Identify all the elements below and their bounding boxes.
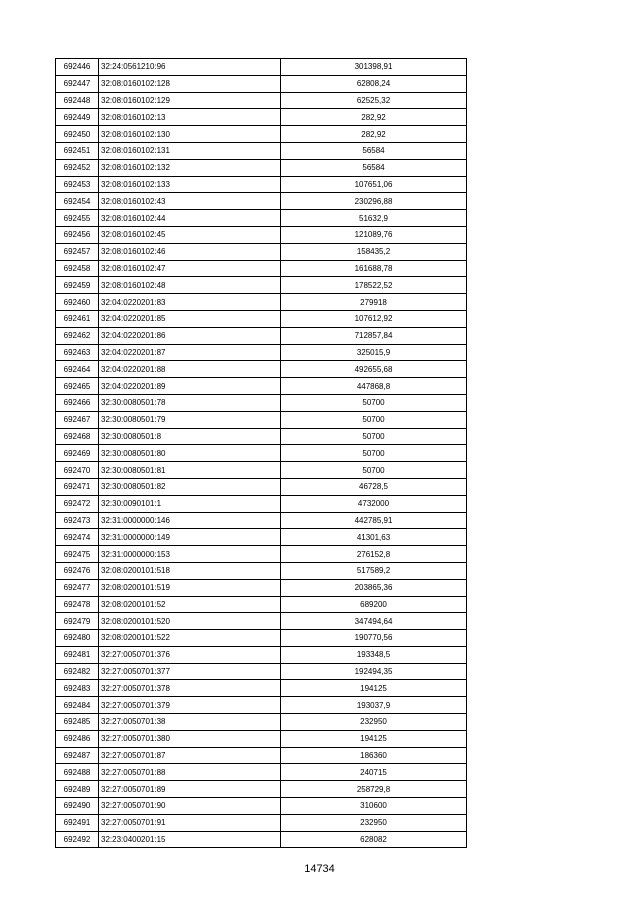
cadastral-value-cell: 282,92: [281, 109, 467, 126]
cadastral-number-cell: 32:08:0160102:13: [99, 109, 281, 126]
table-row: [56, 764, 467, 781]
table-row: [56, 327, 467, 344]
cadastral-number-cell: 32:08:0160102:43: [99, 193, 281, 210]
row-number-cell: 692461: [56, 310, 99, 327]
table-row: [56, 260, 467, 277]
cadastral-value-table: [55, 58, 467, 848]
cadastral-number-cell: 32:08:0160102:132: [99, 159, 281, 176]
cadastral-value-cell: 51632,9: [281, 210, 467, 227]
row-number-cell: 692481: [56, 646, 99, 663]
table-row: [56, 562, 467, 579]
row-number-cell: 692459: [56, 277, 99, 294]
row-number-cell: 692476: [56, 562, 99, 579]
cadastral-number-cell: 32:31:0000000:149: [99, 529, 281, 546]
cadastral-number-cell: 32:08:0160102:44: [99, 210, 281, 227]
cadastral-value-cell: 203865,36: [281, 579, 467, 596]
cadastral-value-cell: 107651,06: [281, 176, 467, 193]
table-row: [56, 445, 467, 462]
cadastral-number-cell: 32:31:0000000:153: [99, 546, 281, 563]
cadastral-number-cell: 32:30:0080501:78: [99, 394, 281, 411]
cadastral-number-cell: 32:08:0160102:48: [99, 277, 281, 294]
cadastral-value-cell: 50700: [281, 445, 467, 462]
row-number-cell: 692489: [56, 781, 99, 798]
table-row: [56, 613, 467, 630]
row-number-cell: 692456: [56, 226, 99, 243]
row-number-cell: 692447: [56, 75, 99, 92]
table-row: [56, 109, 467, 126]
cadastral-number-cell: 32:23:0400201:15: [99, 831, 281, 848]
row-number-cell: 692470: [56, 462, 99, 479]
row-number-cell: 692486: [56, 730, 99, 747]
cadastral-value-cell: 62525,32: [281, 92, 467, 109]
table-row: [56, 630, 467, 647]
cadastral-value-cell: 121089,76: [281, 226, 467, 243]
cadastral-value-cell: 194125: [281, 730, 467, 747]
cadastral-value-cell: 442785,91: [281, 512, 467, 529]
table-row: [56, 512, 467, 529]
cadastral-number-cell: 32:30:0090101:1: [99, 495, 281, 512]
row-number-cell: 692468: [56, 428, 99, 445]
row-number-cell: 692457: [56, 243, 99, 260]
cadastral-number-cell: 32:27:0050701:377: [99, 663, 281, 680]
cadastral-number-cell: 32:04:0220201:85: [99, 310, 281, 327]
cadastral-value-cell: 193348,5: [281, 646, 467, 663]
table-row: [56, 344, 467, 361]
cadastral-value-cell: 325015,9: [281, 344, 467, 361]
cadastral-value-cell: 628082: [281, 831, 467, 848]
row-number-cell: 692479: [56, 613, 99, 630]
cadastral-value-cell: 310600: [281, 798, 467, 815]
cadastral-number-cell: 32:08:0200101:520: [99, 613, 281, 630]
cadastral-value-cell: 41301,63: [281, 529, 467, 546]
cadastral-value-cell: 276152,8: [281, 546, 467, 563]
cadastral-number-cell: 32:30:0080501:79: [99, 411, 281, 428]
cadastral-number-cell: 32:30:0080501:81: [99, 462, 281, 479]
cadastral-value-cell: 194125: [281, 680, 467, 697]
row-number-cell: 692471: [56, 478, 99, 495]
table-row: [56, 798, 467, 815]
cadastral-number-cell: 32:27:0050701:380: [99, 730, 281, 747]
table-row: [56, 714, 467, 731]
row-number-cell: 692446: [56, 59, 99, 76]
cadastral-value-cell: 447868,8: [281, 378, 467, 395]
cadastral-number-cell: 32:27:0050701:378: [99, 680, 281, 697]
cadastral-number-cell: 32:08:0200101:518: [99, 562, 281, 579]
page-number: 14734: [304, 863, 335, 875]
row-number-cell: 692492: [56, 831, 99, 848]
cadastral-number-cell: 32:08:0160102:47: [99, 260, 281, 277]
table-row: [56, 596, 467, 613]
cadastral-number-cell: 32:27:0050701:38: [99, 714, 281, 731]
row-number-cell: 692455: [56, 210, 99, 227]
table-row: [56, 294, 467, 311]
table-row: [56, 495, 467, 512]
table-row: [56, 663, 467, 680]
table-row: [56, 747, 467, 764]
cadastral-number-cell: 32:08:0200101:52: [99, 596, 281, 613]
cadastral-value-cell: 517589,2: [281, 562, 467, 579]
row-number-cell: 692482: [56, 663, 99, 680]
cadastral-number-cell: 32:30:0080501:8: [99, 428, 281, 445]
row-number-cell: 692448: [56, 92, 99, 109]
table-row: [56, 277, 467, 294]
cadastral-value-cell: 56584: [281, 142, 467, 159]
cadastral-number-cell: 32:27:0050701:379: [99, 697, 281, 714]
cadastral-value-cell: 178522,52: [281, 277, 467, 294]
cadastral-value-cell: 689200: [281, 596, 467, 613]
cadastral-number-cell: 32:27:0050701:88: [99, 764, 281, 781]
cadastral-number-cell: 32:08:0160102:133: [99, 176, 281, 193]
table-row: [56, 546, 467, 563]
cadastral-number-cell: 32:30:0080501:82: [99, 478, 281, 495]
cadastral-number-cell: 32:08:0160102:129: [99, 92, 281, 109]
table-row: [56, 361, 467, 378]
table-row: [56, 92, 467, 109]
cadastral-number-cell: 32:08:0160102:45: [99, 226, 281, 243]
cadastral-value-cell: 107612,92: [281, 310, 467, 327]
cadastral-number-cell: 32:08:0160102:46: [99, 243, 281, 260]
row-number-cell: 692449: [56, 109, 99, 126]
table-row: [56, 159, 467, 176]
table-row: [56, 814, 467, 831]
cadastral-number-cell: 32:31:0000000:146: [99, 512, 281, 529]
row-number-cell: 692490: [56, 798, 99, 815]
table-row: [56, 243, 467, 260]
cadastral-value-cell: 712857,84: [281, 327, 467, 344]
row-number-cell: 692488: [56, 764, 99, 781]
row-number-cell: 692467: [56, 411, 99, 428]
row-number-cell: 692464: [56, 361, 99, 378]
cadastral-number-cell: 32:04:0220201:87: [99, 344, 281, 361]
row-number-cell: 692473: [56, 512, 99, 529]
cadastral-number-cell: 32:30:0080501:80: [99, 445, 281, 462]
cadastral-number-cell: 32:27:0050701:87: [99, 747, 281, 764]
row-number-cell: 692463: [56, 344, 99, 361]
row-number-cell: 692483: [56, 680, 99, 697]
cadastral-value-cell: 492655,68: [281, 361, 467, 378]
table-row: [56, 462, 467, 479]
cadastral-value-cell: 258729,8: [281, 781, 467, 798]
table-row: [56, 579, 467, 596]
cadastral-number-cell: 32:08:0200101:522: [99, 630, 281, 647]
cadastral-value-cell: 186360: [281, 747, 467, 764]
cadastral-number-cell: 32:04:0220201:89: [99, 378, 281, 395]
row-number-cell: 692458: [56, 260, 99, 277]
row-number-cell: 692460: [56, 294, 99, 311]
table-row: [56, 428, 467, 445]
table-row: [56, 697, 467, 714]
cadastral-value-cell: 56584: [281, 159, 467, 176]
row-number-cell: 692485: [56, 714, 99, 731]
cadastral-value-cell: 230296,88: [281, 193, 467, 210]
cadastral-value-cell: 232950: [281, 814, 467, 831]
row-number-cell: 692472: [56, 495, 99, 512]
row-number-cell: 692469: [56, 445, 99, 462]
cadastral-value-cell: 50700: [281, 394, 467, 411]
cadastral-value-cell: 50700: [281, 462, 467, 479]
table-row: [56, 126, 467, 143]
row-number-cell: 692475: [56, 546, 99, 563]
row-number-cell: 692452: [56, 159, 99, 176]
table-row: [56, 142, 467, 159]
cadastral-value-cell: 161688,78: [281, 260, 467, 277]
cadastral-value-cell: 347494,64: [281, 613, 467, 630]
cadastral-value-cell: 4732000: [281, 495, 467, 512]
table-row: [56, 176, 467, 193]
cadastral-value-cell: 192494,35: [281, 663, 467, 680]
cadastral-number-cell: 32:08:0160102:131: [99, 142, 281, 159]
cadastral-number-cell: 32:24:0561210:96: [99, 59, 281, 76]
cadastral-number-cell: 32:04:0220201:86: [99, 327, 281, 344]
row-number-cell: 692453: [56, 176, 99, 193]
row-number-cell: 692484: [56, 697, 99, 714]
table-row: [56, 781, 467, 798]
row-number-cell: 692480: [56, 630, 99, 647]
table-row: [56, 831, 467, 848]
cadastral-number-cell: 32:27:0050701:376: [99, 646, 281, 663]
cadastral-value-cell: 301398,91: [281, 59, 467, 76]
row-number-cell: 692477: [56, 579, 99, 596]
row-number-cell: 692466: [56, 394, 99, 411]
table-row: [56, 411, 467, 428]
cadastral-number-cell: 32:27:0050701:90: [99, 798, 281, 815]
cadastral-value-cell: 193037,9: [281, 697, 467, 714]
table-body: [56, 59, 467, 848]
table-row: [56, 730, 467, 747]
cadastral-value-cell: 50700: [281, 428, 467, 445]
table-row: [56, 529, 467, 546]
row-number-cell: 692462: [56, 327, 99, 344]
table-row: [56, 680, 467, 697]
row-number-cell: 692478: [56, 596, 99, 613]
cadastral-value-cell: 240715: [281, 764, 467, 781]
cadastral-value-cell: 50700: [281, 411, 467, 428]
row-number-cell: 692454: [56, 193, 99, 210]
cadastral-number-cell: 32:27:0050701:89: [99, 781, 281, 798]
table-row: [56, 210, 467, 227]
row-number-cell: 692474: [56, 529, 99, 546]
cadastral-number-cell: 32:08:0160102:130: [99, 126, 281, 143]
table-row: [56, 226, 467, 243]
table-row: [56, 59, 467, 76]
table-row: [56, 394, 467, 411]
cadastral-value-cell: 62808,24: [281, 75, 467, 92]
row-number-cell: 692450: [56, 126, 99, 143]
table-row: [56, 310, 467, 327]
table-row: [56, 478, 467, 495]
cadastral-number-cell: 32:08:0160102:128: [99, 75, 281, 92]
table-row: [56, 75, 467, 92]
table-row: [56, 646, 467, 663]
row-number-cell: 692465: [56, 378, 99, 395]
cadastral-value-cell: 282,92: [281, 126, 467, 143]
cadastral-number-cell: 32:04:0220201:83: [99, 294, 281, 311]
cadastral-value-cell: 158435,2: [281, 243, 467, 260]
cadastral-value-cell: 279918: [281, 294, 467, 311]
cadastral-number-cell: 32:04:0220201:88: [99, 361, 281, 378]
cadastral-value-cell: 232950: [281, 714, 467, 731]
cadastral-number-cell: 32:27:0050701:91: [99, 814, 281, 831]
row-number-cell: 692491: [56, 814, 99, 831]
cadastral-value-cell: 46728,5: [281, 478, 467, 495]
cadastral-number-cell: 32:08:0200101:519: [99, 579, 281, 596]
table-row: [56, 193, 467, 210]
table-row: [56, 378, 467, 395]
row-number-cell: 692451: [56, 142, 99, 159]
cadastral-value-cell: 190770,56: [281, 630, 467, 647]
row-number-cell: 692487: [56, 747, 99, 764]
